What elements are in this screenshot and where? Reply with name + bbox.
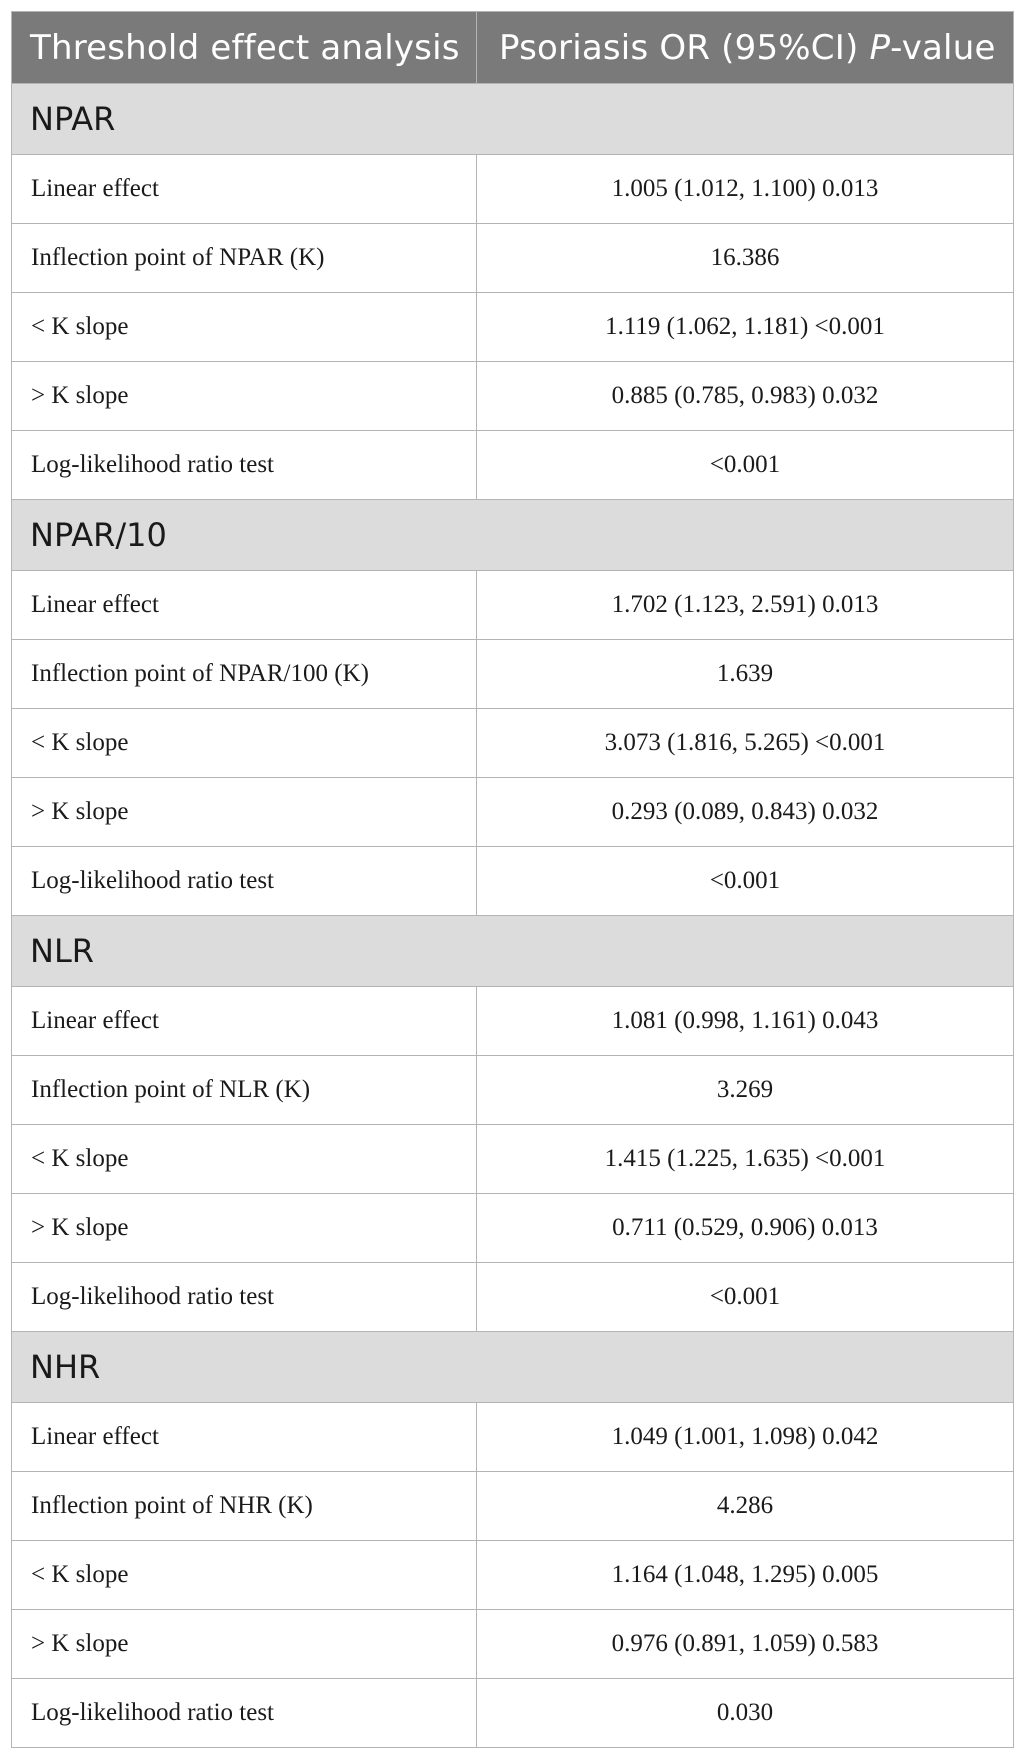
row-label: Linear effect [12, 155, 477, 224]
table-row [12, 1541, 1014, 1610]
section-title: NLR [12, 916, 1014, 987]
table-row [12, 1679, 1014, 1748]
row-label: Log-likelihood ratio test [12, 1263, 477, 1332]
row-label: Inflection point of NLR (K) [12, 1056, 477, 1125]
section-row-nlr [12, 916, 1014, 987]
row-label: Linear effect [12, 1403, 477, 1472]
table-row [12, 1263, 1014, 1332]
table-row [12, 1056, 1014, 1125]
header-threshold-effect-analysis: Threshold effect analysis [12, 12, 477, 84]
row-value: 1.081 (0.998, 1.161) 0.043 [477, 987, 1014, 1056]
table-row [12, 224, 1014, 293]
table-row [12, 640, 1014, 709]
row-label: > K slope [12, 1610, 477, 1679]
table-row [12, 847, 1014, 916]
table-header [12, 12, 1014, 84]
row-label: Linear effect [12, 987, 477, 1056]
table-row [12, 1194, 1014, 1263]
table-row [12, 778, 1014, 847]
header-psoriasis-or [477, 12, 1014, 84]
row-label: > K slope [12, 362, 477, 431]
header-value-text: -value [890, 27, 996, 68]
threshold-effect-table [11, 11, 1014, 1748]
section-title: NPAR/10 [12, 500, 1014, 571]
table-row [12, 155, 1014, 224]
row-value: 1.049 (1.001, 1.098) 0.042 [477, 1403, 1014, 1472]
row-value: 0.885 (0.785, 0.983) 0.032 [477, 362, 1014, 431]
row-value: 16.386 [477, 224, 1014, 293]
threshold-effect-table-container [11, 11, 1013, 1748]
row-value: 0.293 (0.089, 0.843) 0.032 [477, 778, 1014, 847]
header-p-italic: P [869, 27, 891, 68]
row-label: < K slope [12, 1541, 477, 1610]
table-row [12, 709, 1014, 778]
table-row [12, 1610, 1014, 1679]
row-label: Log-likelihood ratio test [12, 847, 477, 916]
row-value: 1.119 (1.062, 1.181) <0.001 [477, 293, 1014, 362]
row-value: 4.286 [477, 1472, 1014, 1541]
row-value: <0.001 [477, 847, 1014, 916]
row-value: 0.976 (0.891, 1.059) 0.583 [477, 1610, 1014, 1679]
section-title: NPAR [12, 84, 1014, 155]
table-row [12, 1472, 1014, 1541]
table-row [12, 293, 1014, 362]
header-row [12, 12, 1014, 84]
row-label: < K slope [12, 293, 477, 362]
row-label: < K slope [12, 709, 477, 778]
section-row-npar-10 [12, 500, 1014, 571]
row-value: 1.415 (1.225, 1.635) <0.001 [477, 1125, 1014, 1194]
row-value: 1.005 (1.012, 1.100) 0.013 [477, 155, 1014, 224]
row-label: Log-likelihood ratio test [12, 1679, 477, 1748]
table-row [12, 431, 1014, 500]
table-row [12, 1125, 1014, 1194]
row-value: 0.030 [477, 1679, 1014, 1748]
table-body [12, 84, 1014, 1748]
row-value: <0.001 [477, 431, 1014, 500]
section-title: NHR [12, 1332, 1014, 1403]
row-value: 0.711 (0.529, 0.906) 0.013 [477, 1194, 1014, 1263]
row-label: < K slope [12, 1125, 477, 1194]
row-value: <0.001 [477, 1263, 1014, 1332]
row-label: Inflection point of NPAR (K) [12, 224, 477, 293]
section-row-nhr [12, 1332, 1014, 1403]
row-value: 3.073 (1.816, 5.265) <0.001 [477, 709, 1014, 778]
row-label: > K slope [12, 1194, 477, 1263]
table-row [12, 362, 1014, 431]
table-row [12, 571, 1014, 640]
row-value: 3.269 [477, 1056, 1014, 1125]
row-label: Linear effect [12, 571, 477, 640]
row-value: 1.702 (1.123, 2.591) 0.013 [477, 571, 1014, 640]
row-value: 1.639 [477, 640, 1014, 709]
row-label: Inflection point of NPAR/100 (K) [12, 640, 477, 709]
table-row [12, 987, 1014, 1056]
table-row [12, 1403, 1014, 1472]
row-label: > K slope [12, 778, 477, 847]
section-row-npar [12, 84, 1014, 155]
row-label: Log-likelihood ratio test [12, 431, 477, 500]
header-or-ci-text: Psoriasis OR (95%CI) [499, 27, 870, 68]
row-label: Inflection point of NHR (K) [12, 1472, 477, 1541]
row-value: 1.164 (1.048, 1.295) 0.005 [477, 1541, 1014, 1610]
